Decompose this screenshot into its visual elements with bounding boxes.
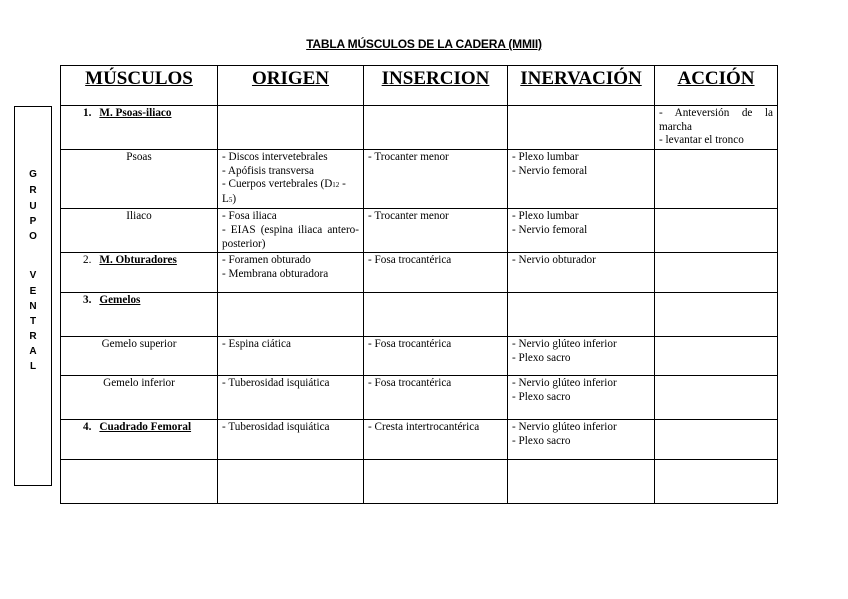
table-row	[61, 420, 778, 460]
table-row	[61, 337, 778, 376]
inervacion-line: - Nervio obturador	[512, 254, 596, 267]
table-row	[61, 253, 778, 293]
cell-accion	[655, 253, 778, 293]
origen-line: - Foramen obturado	[222, 254, 311, 267]
row-number: 2.	[83, 254, 92, 267]
cell-musculo: Gemelo superior	[61, 337, 218, 376]
header-musculos: MÚSCULOS	[61, 66, 218, 106]
header-accion: ACCIÓN	[655, 66, 778, 106]
origen-line: - Fosa iliaca	[222, 210, 277, 223]
cell-accion	[655, 376, 778, 420]
header-insercion: INSERCION	[364, 66, 508, 106]
side-letter: U	[29, 201, 37, 212]
row-number: 4.	[83, 421, 92, 434]
side-letter: N	[29, 301, 37, 312]
cell-musculo	[61, 106, 218, 150]
side-letter: L	[29, 361, 37, 372]
cell-insercion: - Trocanter menor	[364, 209, 508, 253]
cell-origen	[218, 293, 364, 337]
cell-insercion	[364, 460, 508, 504]
cell-origen	[218, 253, 364, 293]
inervacion-line: - Nervio glúteo inferior	[512, 377, 617, 390]
cell-inervacion	[508, 106, 655, 150]
cell-insercion	[364, 293, 508, 337]
inervacion-line: - Plexo lumbar	[512, 151, 579, 163]
accion-line: - levantar el tronco	[659, 134, 744, 147]
side-letter: A	[29, 346, 37, 357]
origen-line: - Discos intervetebrales	[222, 151, 328, 163]
row-number: 3.	[83, 294, 92, 307]
inervacion-line: - Nervio glúteo inferior	[512, 338, 617, 351]
cell-accion	[655, 420, 778, 460]
cell-origen: - Tuberosidad isquiática	[218, 420, 364, 460]
cell-musculo: Psoas	[61, 150, 218, 209]
origen-line: - EIAS (espina iliaca antero-posterior)	[222, 223, 359, 250]
cell-accion	[655, 209, 778, 253]
table-row	[61, 106, 778, 150]
origen-line: - Membrana obturadora	[222, 267, 329, 280]
muscle-group-name: Cuadrado Femoral	[99, 421, 192, 434]
muscle-group-name: M. Psoas-iliaco	[99, 107, 172, 119]
grupo-ventral-label	[14, 106, 52, 486]
inervacion-line: - Plexo sacro	[512, 434, 571, 447]
inervacion-line: - Nervio glúteo inferior	[512, 421, 617, 434]
table-row	[61, 209, 778, 253]
cell-accion	[655, 293, 778, 337]
cell-insercion: - Trocanter menor	[364, 150, 508, 209]
table-row	[61, 293, 778, 337]
table-header-row	[61, 66, 778, 106]
origen-line: - Apófisis transversa	[222, 164, 314, 177]
inervacion-line: - Plexo sacro	[512, 390, 571, 403]
cell-musculo: Gemelo inferior	[61, 376, 218, 420]
table-row	[61, 376, 778, 420]
side-letter: G	[29, 169, 37, 180]
muscles-table	[60, 65, 778, 504]
side-letter: P	[29, 216, 37, 227]
cell-accion	[655, 150, 778, 209]
origen-line: - Cuerpos vertebrales (D12 - L5)	[222, 178, 346, 205]
cell-inervacion	[508, 420, 655, 460]
cell-musculo: Iliaco	[61, 209, 218, 253]
side-letter: R	[29, 331, 37, 342]
cell-insercion: - Cresta intertrocantérica	[364, 420, 508, 460]
muscle-group-name: M. Obturadores	[99, 254, 177, 267]
cell-origen	[218, 209, 364, 253]
cell-origen	[218, 150, 364, 209]
cell-inervacion	[508, 460, 655, 504]
cell-accion	[655, 460, 778, 504]
accion-line: - Anteversión de la marcha	[659, 107, 773, 133]
table-row	[61, 150, 778, 209]
table-row	[61, 460, 778, 504]
cell-musculo	[61, 460, 218, 504]
document-title: TABLA MÚSCULOS DE LA CADERA (MMII)	[306, 37, 542, 51]
cell-musculo	[61, 293, 218, 337]
side-letter: V	[29, 270, 37, 281]
cell-inervacion	[508, 253, 655, 293]
cell-accion	[655, 106, 778, 150]
cell-inervacion	[508, 376, 655, 420]
side-letter: O	[29, 231, 37, 242]
cell-inervacion	[508, 150, 655, 209]
inervacion-line: - Plexo lumbar	[512, 210, 579, 223]
cell-accion	[655, 337, 778, 376]
cell-origen: - Tuberosidad isquiática	[218, 376, 364, 420]
inervacion-line: - Nervio femoral	[512, 223, 588, 236]
side-letter: T	[29, 316, 37, 327]
header-origen: ORIGEN	[218, 66, 364, 106]
row-number: 1.	[83, 107, 92, 119]
cell-insercion: - Fosa trocantérica	[364, 253, 508, 293]
cell-musculo	[61, 253, 218, 293]
cell-musculo	[61, 420, 218, 460]
cell-insercion: - Fosa trocantérica	[364, 337, 508, 376]
cell-origen	[218, 460, 364, 504]
cell-inervacion	[508, 209, 655, 253]
cell-insercion	[364, 106, 508, 150]
cell-inervacion	[508, 337, 655, 376]
muscle-group-name: Gemelos	[99, 294, 141, 307]
side-letter: R	[29, 185, 37, 196]
side-letter: E	[29, 286, 37, 297]
header-inervacion: INERVACIÓN	[508, 66, 655, 106]
inervacion-line: - Nervio femoral	[512, 164, 588, 177]
cell-origen: - Espina ciática	[218, 337, 364, 376]
cell-inervacion	[508, 293, 655, 337]
inervacion-line: - Plexo sacro	[512, 351, 571, 364]
cell-origen	[218, 106, 364, 150]
cell-insercion: - Fosa trocantérica	[364, 376, 508, 420]
